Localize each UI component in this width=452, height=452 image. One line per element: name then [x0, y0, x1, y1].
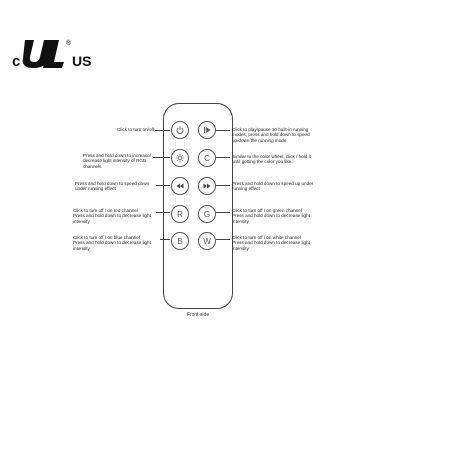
blue-button-label: B — [177, 236, 183, 246]
power-annotation: Click to turn on/off — [117, 127, 154, 132]
color-annotation: Similar to the color wheel, click / hold it until getting the color you like. — [232, 154, 311, 165]
culus-logo — [12, 36, 94, 72]
rewind-icon — [175, 181, 185, 191]
green-annotation: Click to turn off / on green channel Press and hold down to decrease light intensity — [232, 208, 310, 224]
white-channel-button[interactable] — [198, 232, 216, 250]
color-leader-line — [216, 157, 230, 158]
speed-down-leader-line — [156, 185, 170, 186]
blue-channel-button[interactable] — [171, 232, 189, 250]
green-leader-line — [216, 212, 230, 213]
speed-down-button[interactable] — [171, 177, 189, 195]
speed-up-leader-line — [216, 185, 230, 186]
speed-down-annotation: Press and hold down to speed down under running effect — [75, 181, 150, 192]
brightness-button[interactable] — [171, 149, 189, 167]
registered-icon: ® — [66, 40, 72, 47]
green-channel-button[interactable] — [198, 205, 216, 223]
color-button[interactable] — [198, 149, 216, 167]
color-button-label: C — [204, 153, 210, 163]
ul-mark-icon — [23, 40, 64, 68]
red-button-label: R — [177, 209, 183, 219]
play-pause-annotation: Click to play/pause 10 built-in running modes, press and hold down to speed up/down the running mode — [232, 127, 310, 143]
red-channel-button[interactable] — [171, 205, 189, 223]
blue-leader-line — [160, 239, 170, 240]
red-leader-line — [156, 212, 170, 213]
white-annotation: Click to turn off / on white channel Press and hold down to decrease light intensity — [232, 235, 310, 251]
brightness-annotation: Press and hold down to increase/ decrease light intensity of RGB channels — [83, 153, 151, 169]
sun-icon — [175, 153, 185, 163]
remote-body — [163, 103, 233, 309]
front-side-caption: Front side — [186, 312, 210, 318]
speed-up-button[interactable] — [198, 177, 216, 195]
green-button-label: G — [203, 209, 211, 219]
power-button[interactable] — [171, 121, 189, 139]
logo-us-text: US — [72, 53, 92, 69]
red-annotation: Click to turn off / on red channel Press and hold down to decrease light intensity — [73, 208, 151, 224]
fast-forward-icon — [202, 181, 212, 191]
power-leader-line — [155, 130, 170, 131]
brightness-leader-line — [153, 157, 170, 158]
logo-c-text: c — [12, 53, 21, 70]
white-leader-line — [216, 239, 230, 240]
play-pause-leader-line — [216, 130, 230, 131]
speed-up-annotation: Press and hold down to speed up under running effect — [232, 181, 314, 192]
play-pause-button[interactable] — [198, 121, 216, 139]
play-pause-icon — [202, 125, 212, 135]
blue-annotation: Click to turn off / on blue channel Press and hold down to decrease light intensity — [73, 235, 151, 251]
white-button-label: W — [203, 236, 211, 246]
power-icon — [175, 125, 185, 135]
